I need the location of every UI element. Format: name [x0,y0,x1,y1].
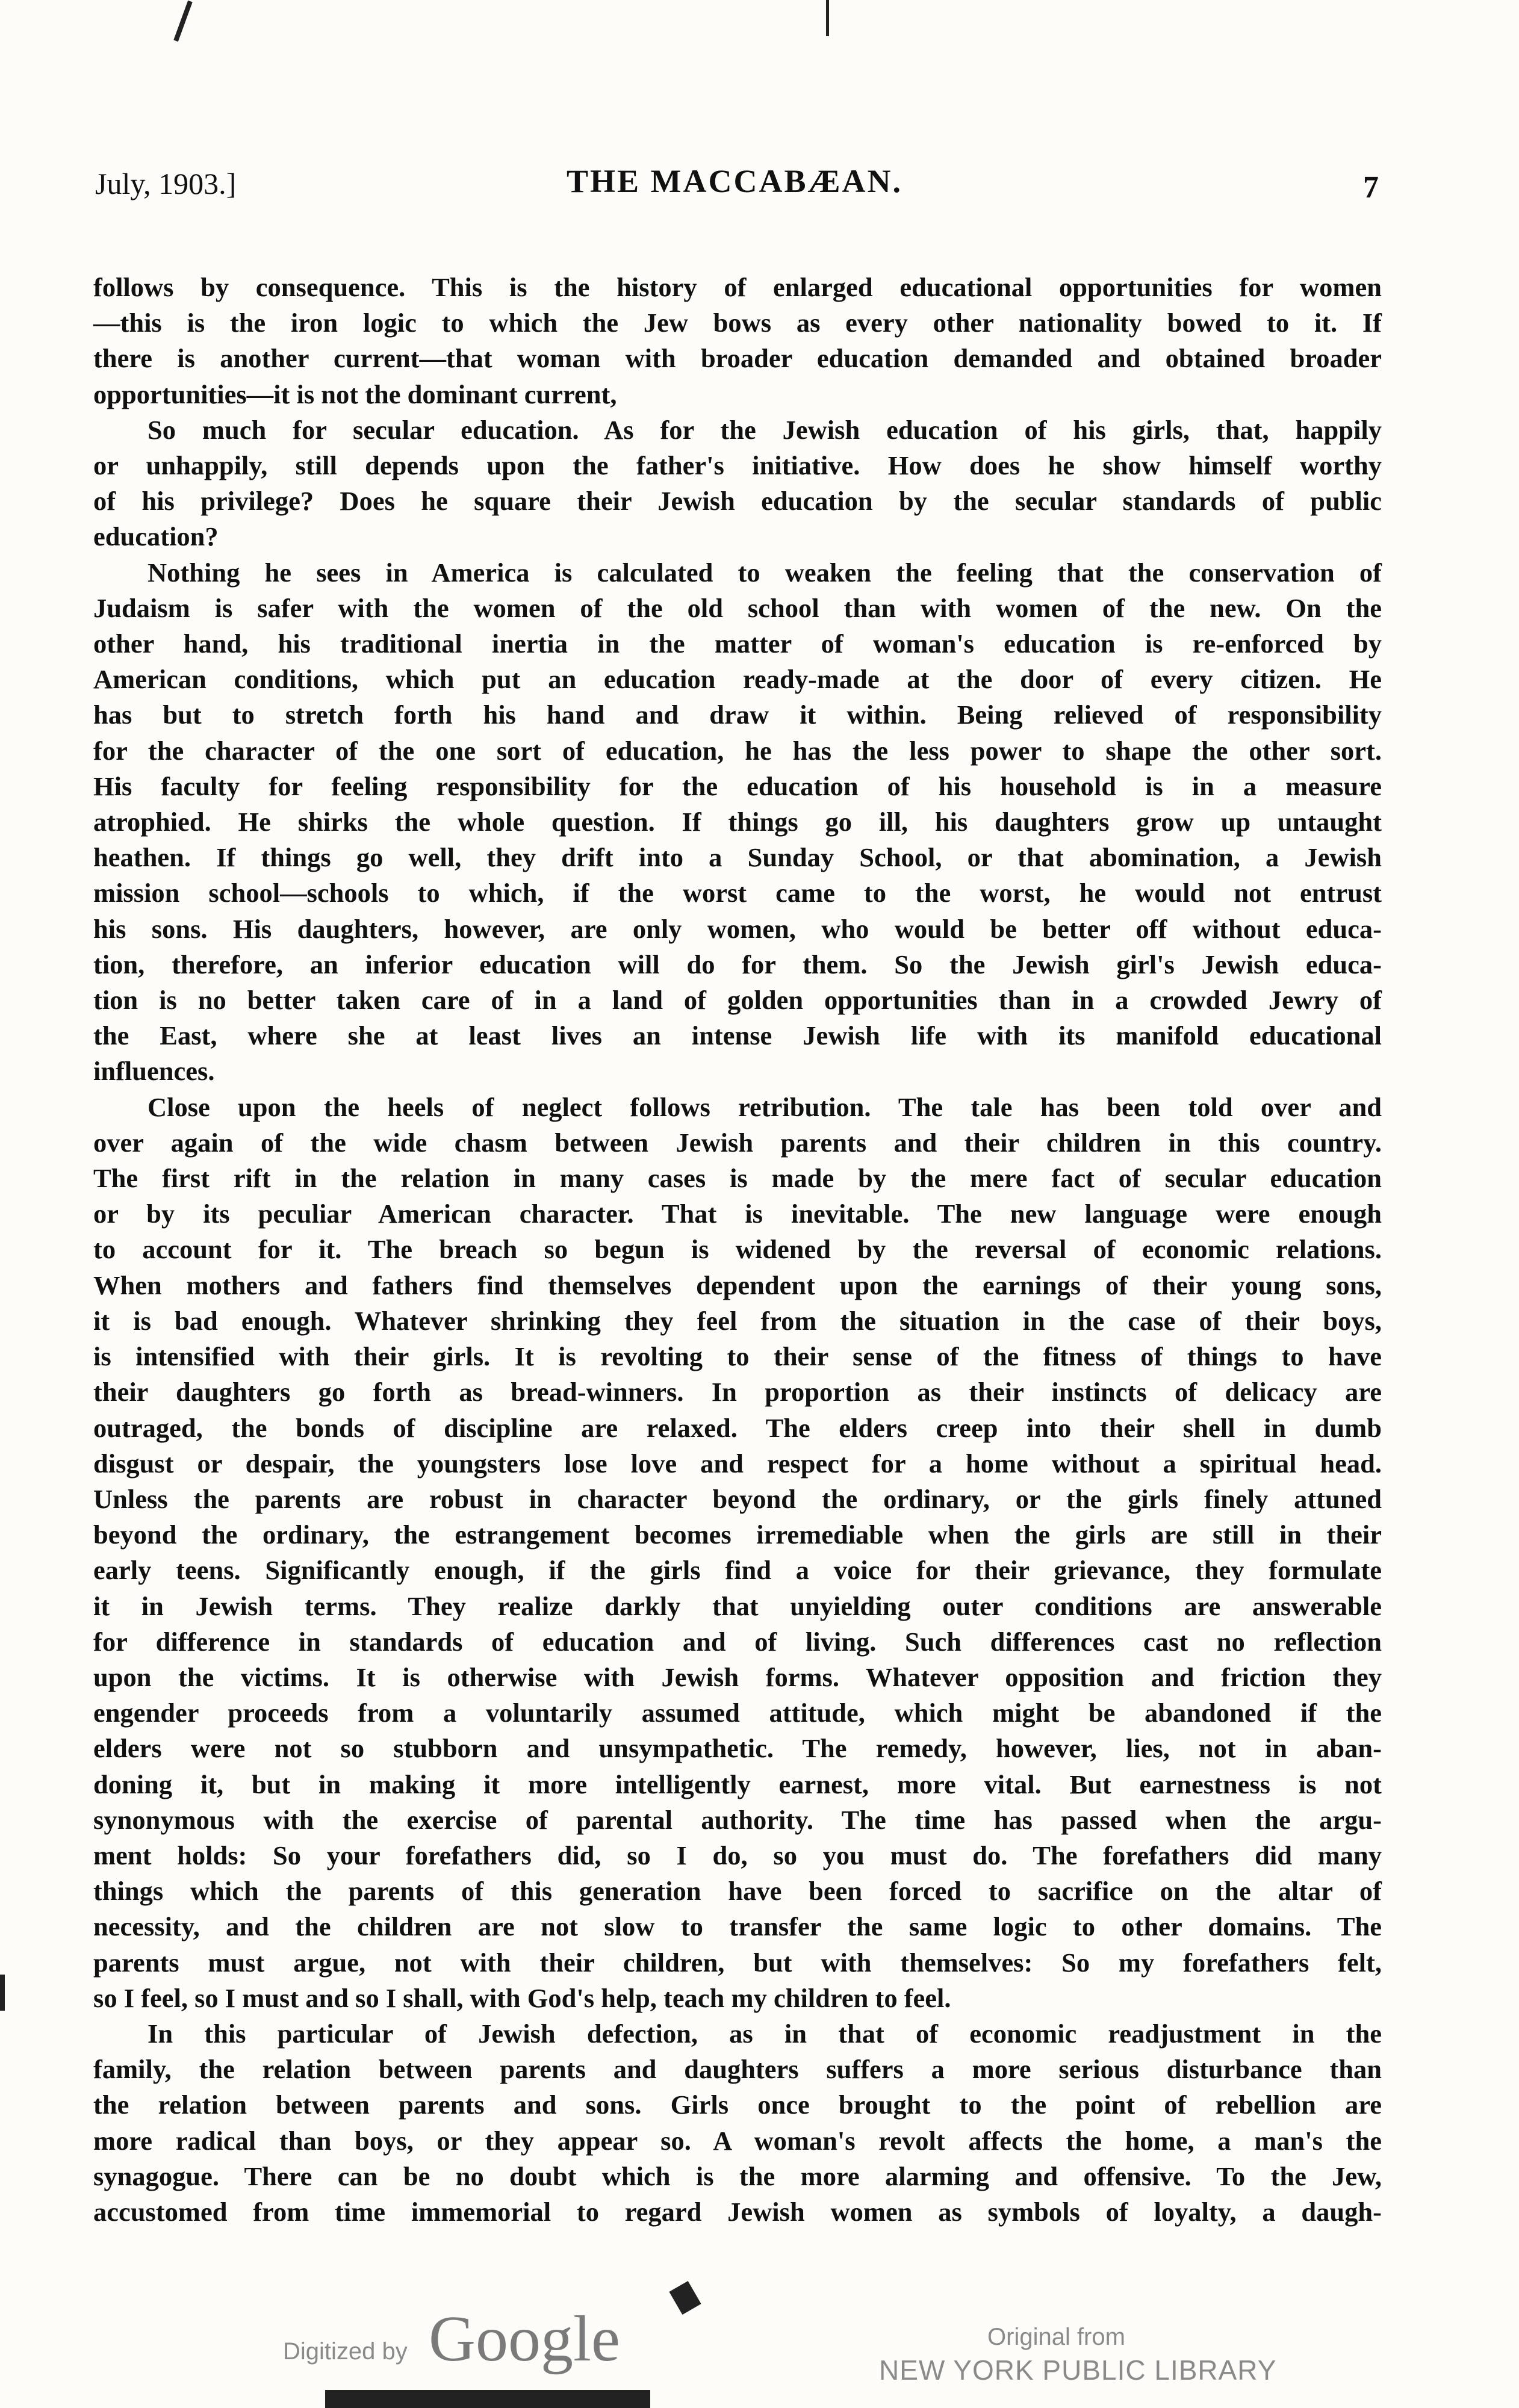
text-line: accustomed from time immemorial to regard Jewish women as symbols of loyalty, a daugh- [93,2196,1382,2227]
text-line: is intensified with their girls. It is revolting to their sense of the fitness of things to have [93,1341,1382,1372]
text-line: things which the parents of this generation have been forced to sacrifice on the altar of [93,1876,1382,1907]
text-line: Judaism is safer with the women of the old school than with women of the new. On the [93,592,1382,623]
text-line: influences. [93,1056,215,1087]
library-name: NEW YORK PUBLIC LIBRARY [879,2354,1277,2386]
page-number: 7 [1363,170,1379,205]
text-line: heathen. If things go well, they drift into a Sunday School, or that abomination, a Jewish [93,842,1382,873]
text-line: atrophied. He shirks the whole question. If things go ill, his daughters grow up untaught [93,807,1382,837]
text-line: synagogue. There can be no doubt which is the more alarming and offensive. To the Jew, [93,2161,1382,2191]
text-line: necessity, and the children are not slow to transfer the same logic to other domains. The [93,1911,1382,1942]
journal-title: THE MACCABÆAN. [566,163,902,199]
text-line: the East, where she at least lives an intense Jewish life with its manifold educational [93,1020,1382,1051]
text-line: their daughters go forth as bread-winners. In proportion as their instincts of delicacy are [93,1377,1382,1407]
text-line: outraged, the bonds of discipline are relaxed. The elders creep into their shell in dumb [93,1412,1382,1443]
digitized-by-label: Digitized by [283,2338,408,2365]
text-line: or by its peculiar American character. That is inevitable. The new language were enough [93,1199,1382,1229]
paragraph-start-line: Nothing he sees in America is calculated to weaken the feeling that the conservation of [148,557,1382,588]
text-line: —this is the iron logic to which the Jew bows as every other nationality bowed to it. If [93,308,1382,338]
google-logo: Google [429,2303,620,2375]
text-line: mission school—schools to which, if the worst came to the worst, he would not entrust [93,878,1382,908]
text-line: elders were not so stubborn and unsympathetic. The remedy, however, lies, not in aban- [93,1733,1382,1764]
text-line: or unhappily, still depends upon the father's initiative. How does he show himself worthy [93,450,1382,481]
text-line: tion, therefore, an inferior education will do for them. So the Jewish girl's Jewish educa- [93,949,1382,979]
text-line: it in Jewish terms. They realize darkly that unyielding outer conditions are answerable [93,1590,1382,1621]
running-header [90,158,1379,212]
text-line: upon the victims. It is otherwise with Jewish forms. Whatever opposition and friction they [93,1662,1382,1692]
text-line: over again of the wide chasm between Jewish parents and their children in this country. [93,1127,1382,1158]
text-line: has but to stretch forth his hand and draw it within. Being relieved of responsibility [93,700,1382,730]
text-line: it is bad enough. Whatever shrinking they feel from the situation in the case of their boys, [93,1305,1382,1336]
text-line: there is another current—that woman with broader education demanded and obtained broader [93,343,1382,374]
text-line: doning it, but in making it more intelligently earnest, more vital. But earnestness is not [93,1769,1382,1799]
paragraph-start-line: In this particular of Jewish defection, as in that of economic readjustment in the [148,2018,1382,2049]
text-line: early teens. Significantly enough, if the girls find a voice for their grievance, they formulate [93,1555,1382,1586]
original-from-label: Original from [987,2324,1125,2350]
text-line: to account for it. The breach so begun is widened by the reversal of economic relations. [93,1234,1382,1265]
text-line: for difference in standards of education and of living. Such differences cast no reflection [93,1626,1382,1657]
text-line: education? [93,521,219,552]
issue-date: July, 1903.] [95,167,237,200]
text-line: engender proceeds from a voluntarily assumed attitude, which might be abandoned if the [93,1698,1382,1728]
text-line: Unless the parents are robust in character beyond the ordinary, or the girls finely attuned [93,1483,1382,1514]
text-line: beyond the ordinary, the estrangement becomes irremediable when the girls are still in their [93,1519,1382,1550]
text-line: family, the relation between parents and daughters suffers a more serious disturbance than [93,2054,1382,2085]
text-line: synonymous with the exercise of parental authority. The time has passed when the argu- [93,1804,1382,1835]
text-line: more radical than boys, or they appear so. A woman's revolt affects the home, a man's the [93,2125,1382,2156]
text-line: ment holds: So your forefathers did, so I do, so you must do. The forefathers did many [93,1840,1382,1870]
scan-speck [826,0,829,36]
text-line: American conditions, which put an education ready-made at the door of every citizen. He [93,664,1382,695]
paragraph-start-line: Close upon the heels of neglect follows retribution. The tale has been told over and [148,1091,1382,1122]
text-line: the relation between parents and sons. Girls once brought to the point of rebellion are [93,2090,1382,2120]
text-line: his sons. His daughters, however, are only women, who would be better off without educa- [93,913,1382,944]
text-line: The first rift in the relation in many cases is made by the mere fact of secular education [93,1163,1382,1194]
paragraph-start-line: So much for secular education. As for the Jewish education of his girls, that, happily [148,414,1382,445]
text-line: so I feel, so I must and so I shall, with God's help, teach my children to feel. [93,1982,951,2013]
text-line: other hand, his traditional inertia in the matter of woman's education is re-enforced by [93,628,1382,659]
text-line: disgust or despair, the youngsters lose love and respect for a home without a spiritual head. [93,1448,1382,1479]
text-line: When mothers and fathers find themselves dependent upon the earnings of their young sons, [93,1270,1382,1300]
scan-speck [173,1,192,42]
scan-speck [0,1975,5,2011]
text-line: parents must argue, not with their children, but with themselves: So my forefathers felt, [93,1947,1382,1978]
text-line: of his privilege? Does he square their Jewish education by the secular standards of public [93,486,1382,517]
text-line: tion is no better taken care of in a land of golden opportunities than in a crowded Jewry of [93,985,1382,1016]
article-body [93,270,1382,2230]
text-line: His faculty for feeling responsibility for the education of his household is in a measure [93,771,1382,801]
text-line: follows by consequence. This is the history of enlarged educational opportunities for women [93,272,1382,302]
text-line: for the character of the one sort of education, he has the less power to shape the other sort. [93,735,1382,766]
text-line: opportunities—it is not the dominant current, [93,379,617,409]
digitization-footer [0,2264,1519,2408]
